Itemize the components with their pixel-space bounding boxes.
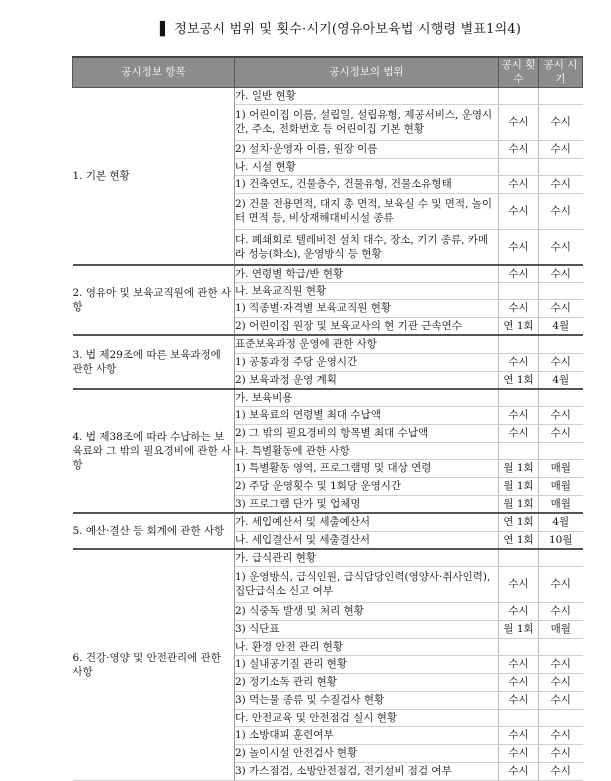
- count-cell: 수시: [499, 744, 539, 762]
- scope-cell: 1) 어린이집 이름, 설립일, 설립유형, 제공서비스, 운영시간, 주소, 전화번호 등 어린이집 기본 현황: [235, 104, 499, 140]
- table-row: [73, 265, 583, 282]
- timing-cell: 4월: [539, 513, 583, 531]
- category-4: 4. 법 제38조에 따라 수납하는 보육료와 그 밖의 필요경비에 관한 사항: [73, 389, 235, 513]
- scope-cell: 2) 놀이시설 안전검사 현황: [235, 744, 499, 762]
- timing-cell: 4월: [539, 317, 583, 335]
- count-cell: 수시: [499, 299, 539, 317]
- count-cell: [499, 549, 539, 566]
- timing-cell: 수시: [539, 726, 583, 744]
- scope-cell: 다. 안전교육 및 안전점검 실시 현황: [235, 709, 499, 726]
- count-cell: 수시: [499, 265, 539, 282]
- count-cell: 수시: [499, 691, 539, 709]
- header-row: [73, 57, 583, 87]
- scope-cell: 나. 보육교직원 현황: [235, 282, 499, 299]
- scope-cell: 3) 식단표: [235, 620, 499, 638]
- scope-cell: 3) 프로그램 단가 및 업체명: [235, 495, 499, 513]
- scope-cell: 가. 급식관리 현황: [235, 549, 499, 566]
- scope-cell: 1) 건축연도, 건물층수, 건물유형, 건물소유형태: [235, 175, 499, 193]
- scope-cell: 2) 건물 전용면적, 대지 총 면적, 보육실 수 및 면적, 놀이터 면적 등, 비상재해대비시설 종류: [235, 193, 499, 229]
- category-3: 3. 법 제29조에 따른 보육과정에 관한 사항: [73, 335, 235, 389]
- scope-cell: 나. 시설 현황: [235, 158, 499, 175]
- timing-cell: 10월: [539, 531, 583, 549]
- timing-cell: [539, 709, 583, 726]
- timing-cell: [539, 87, 583, 104]
- scope-cell: 가. 보육비용: [235, 389, 499, 406]
- timing-cell: 수시: [539, 299, 583, 317]
- scope-cell: 1) 보육료의 연령별 최대 수납액: [235, 406, 499, 424]
- timing-cell: 수시: [539, 175, 583, 193]
- scope-cell: 가. 연령별 학급/반 현황: [235, 265, 499, 282]
- timing-cell: 수시: [539, 691, 583, 709]
- timing-cell: 매월: [539, 459, 583, 477]
- scope-cell: 1) 직종별·자격별 보육교직원 현황: [235, 299, 499, 317]
- count-cell: 월 1회: [499, 459, 539, 477]
- timing-cell: [539, 549, 583, 566]
- scope-cell: 3) 먹는물 종류 및 수질검사 현황: [235, 691, 499, 709]
- count-cell: 연 1회: [499, 531, 539, 549]
- scope-cell: 2) 설치·운영자 이름, 원장 이름: [235, 140, 499, 158]
- scope-cell: 나. 세입결산서 및 세출결산서: [235, 531, 499, 549]
- count-cell: [499, 335, 539, 353]
- scope-cell: 1) 공통과정 주당 운영시간: [235, 353, 499, 371]
- count-cell: 수시: [499, 602, 539, 620]
- scope-cell: 2) 그 밖의 필요경비의 항목별 최대 수납액: [235, 424, 499, 442]
- timing-cell: 수시: [539, 655, 583, 673]
- table-row: [73, 549, 583, 566]
- scope-cell: 2) 정기소독 관리 현황: [235, 673, 499, 691]
- scope-cell: 2) 주당 운영횟수 및 1회당 운영시간: [235, 477, 499, 495]
- scope-cell: 1) 운영방식, 급식인원, 급식담당인력(영양사·취사인력), 집단급식소 신고 여부: [235, 566, 499, 602]
- timing-cell: 매월: [539, 495, 583, 513]
- timing-cell: 수시: [539, 673, 583, 691]
- timing-cell: [539, 158, 583, 175]
- scope-cell: 가. 세입예산서 및 세출예산서: [235, 513, 499, 531]
- timing-cell: [539, 335, 583, 353]
- count-cell: 수시: [499, 655, 539, 673]
- count-cell: [499, 638, 539, 655]
- scope-cell: 1) 소방대피 훈련여부: [235, 726, 499, 744]
- timing-cell: 수시: [539, 602, 583, 620]
- count-cell: 수시: [499, 353, 539, 371]
- scope-cell: 1) 특별활동 영역, 프로그램명 및 대상 연령: [235, 459, 499, 477]
- count-cell: 수시: [499, 229, 539, 265]
- count-cell: 월 1회: [499, 477, 539, 495]
- header-scope: 공시정보의 범위: [235, 57, 499, 87]
- timing-cell: [539, 282, 583, 299]
- count-cell: 수시: [499, 104, 539, 140]
- category-2: 2. 영유아 및 보육교직원에 관한 사항: [73, 265, 235, 335]
- timing-cell: 수시: [539, 744, 583, 762]
- document-title: [160, 18, 521, 37]
- count-cell: 수시: [499, 424, 539, 442]
- scope-cell: 1) 실내공기질 관리 현황: [235, 655, 499, 673]
- count-cell: [499, 389, 539, 406]
- scope-cell: 2) 보육과정 운영 계획: [235, 371, 499, 389]
- title-text: 정보공시 범위 및 횟수·시기(영유아보육법 시행령 별표1의4): [174, 22, 522, 37]
- category-6: 6. 건강·영양 및 안전관리에 관한 사항: [73, 549, 235, 780]
- category-5: 5. 예산·결산 등 회계에 관한 사항: [73, 513, 235, 549]
- count-cell: 수시: [499, 673, 539, 691]
- timing-cell: 수시: [539, 424, 583, 442]
- scope-cell: 3) 가스점검, 소방안전점검, 전기설비 점검 여부: [235, 762, 499, 780]
- timing-cell: [539, 638, 583, 655]
- disclosure-table: [72, 56, 583, 781]
- scope-cell: 다. 폐쇄회로 텔레비전 설치 대수, 장소, 기기 종류, 카메라 성능(화소), 운영방식 등 현황: [235, 229, 499, 265]
- count-cell: 수시: [499, 406, 539, 424]
- timing-cell: 수시: [539, 193, 583, 229]
- table-row: [73, 513, 583, 531]
- header-category: 공시정보 항목: [73, 57, 235, 87]
- timing-cell: 수시: [539, 566, 583, 602]
- table-row: [73, 87, 583, 104]
- category-1: 1. 기본 현황: [73, 87, 235, 265]
- timing-cell: 수시: [539, 140, 583, 158]
- count-cell: 월 1회: [499, 620, 539, 638]
- count-cell: 연 1회: [499, 317, 539, 335]
- count-cell: [499, 282, 539, 299]
- count-cell: 연 1회: [499, 371, 539, 389]
- timing-cell: 4월: [539, 371, 583, 389]
- title-marker: ▌: [160, 22, 171, 37]
- scope-cell: 가. 일반 현황: [235, 87, 499, 104]
- timing-cell: 수시: [539, 265, 583, 282]
- timing-cell: 매월: [539, 477, 583, 495]
- scope-cell: 나. 특별활동에 관한 사항: [235, 442, 499, 459]
- count-cell: [499, 158, 539, 175]
- count-cell: 수시: [499, 193, 539, 229]
- timing-cell: 수시: [539, 353, 583, 371]
- count-cell: 수시: [499, 175, 539, 193]
- timing-cell: [539, 442, 583, 459]
- table-row: [73, 389, 583, 406]
- count-cell: [499, 442, 539, 459]
- timing-cell: 수시: [539, 406, 583, 424]
- count-cell: [499, 709, 539, 726]
- count-cell: 수시: [499, 566, 539, 602]
- count-cell: 연 1회: [499, 513, 539, 531]
- header-count: 공시 횟수: [499, 57, 539, 87]
- timing-cell: 매월: [539, 620, 583, 638]
- count-cell: 수시: [499, 140, 539, 158]
- timing-cell: [539, 389, 583, 406]
- count-cell: 월 1회: [499, 495, 539, 513]
- count-cell: 수시: [499, 726, 539, 744]
- scope-cell: 2) 식중독 발생 및 처리 현황: [235, 602, 499, 620]
- timing-cell: 수시: [539, 762, 583, 780]
- timing-cell: 수시: [539, 229, 583, 265]
- header-timing: 공시 시기: [539, 57, 583, 87]
- scope-cell: 나. 환경 안전 관리 현황: [235, 638, 499, 655]
- count-cell: [499, 87, 539, 104]
- table-row: [73, 335, 583, 353]
- scope-cell: 표준보육과정 운영에 관한 사항: [235, 335, 499, 353]
- count-cell: 수시: [499, 762, 539, 780]
- scope-cell: 2) 어린이집 원장 및 보육교사의 현 기관 근속연수: [235, 317, 499, 335]
- timing-cell: 수시: [539, 104, 583, 140]
